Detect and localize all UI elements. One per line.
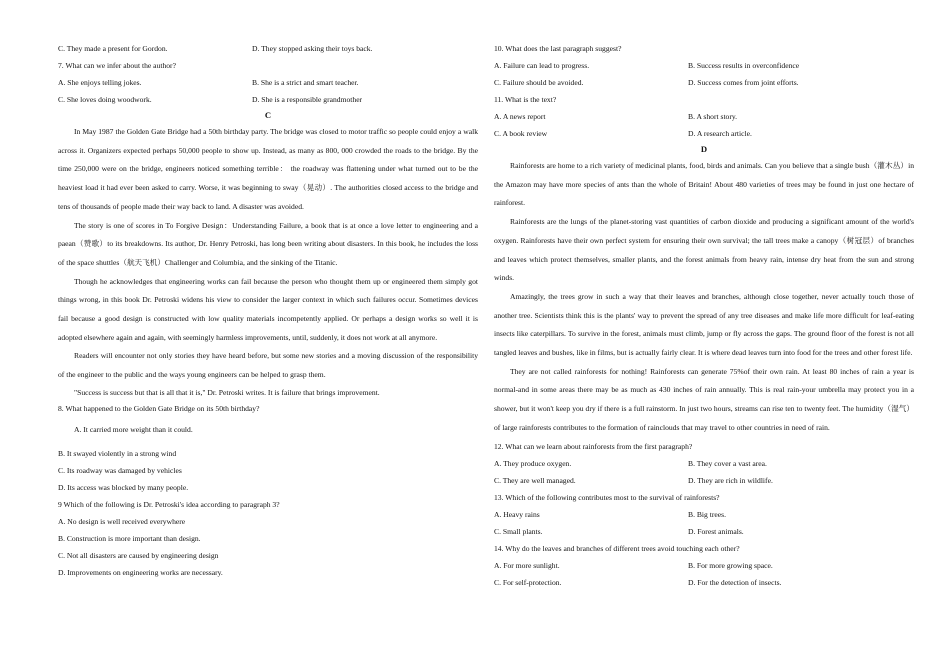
q10-option-b: B. Success results in overconfidence (688, 61, 800, 70)
passage-c-paragraph-5: "Success is success but that is all that it is," Dr. Petroski writes. It is failure that brings improvement. (74, 387, 380, 397)
q6-options-row-cd (58, 40, 478, 57)
q11-option-c: C. A book review (494, 129, 548, 138)
q8-option-c: C. Its roadway was damaged by vehicles (58, 465, 182, 475)
passage-d-paragraph-3: Amazingly, the trees grow in such a way that their leaves and branches, although close together, never actually touch those of another tree. Scientists think this is the plants' way to prevent the spread of any tree diseases and make life more difficult for leaf-eating insects like caterpillars. To survive in the forest, animals must climb, jump or fly across the gaps. The ground floor of the forest is not all tangled leaves and bushes, like in films, but is actually fairly clear. It is where dead leaves turn into food for the trees and other forest life. (494, 291, 914, 358)
q14-option-d: D. For the detection of insects. (688, 577, 782, 587)
q7-option-d: D. She is a responsible grandmother (252, 95, 363, 104)
q6-option-d: D. They stopped asking their toys back. (252, 44, 373, 53)
q11-options-row-cd (494, 125, 914, 142)
q13-option-c: C. Small plants. (494, 526, 543, 536)
q8-option-a: A. It carried more weight than it could. (74, 424, 193, 434)
q14-options-row-ab (494, 557, 914, 574)
q10-option-c: C. Failure should be avoided. (494, 78, 584, 87)
q12-option-b: B. They cover a vast area. (688, 458, 767, 468)
passage-c-title: C (264, 110, 272, 120)
q6-option-c: C. They made a present for Gordon. (58, 44, 168, 53)
q11-option-b: B. A short story. (688, 112, 738, 121)
passage-c-paragraph-2: The story is one of scores in To Forgive Design：Understanding Failure, a book that is at once a love letter to engineering and a paean（赞歌）to its breakdowns. Its author, Dr. Henry Petroski, has long been writing about disasters. In this book, he includes the loss of the space shuttles（航天飞机）Challenger and Columbia, and the sinking of the Titanic. (58, 220, 478, 267)
q11-stem: 11. What is the text? (494, 95, 557, 104)
left-column (58, 40, 478, 581)
q7-options-row-cd (58, 91, 478, 108)
q11-option-a: A. A news report (494, 112, 546, 121)
q13-option-a: A. Heavy rains (494, 509, 540, 519)
q12-option-c: C. They are well managed. (494, 475, 576, 485)
passage-d-paragraph-4: They are not called rainforests for nothing! Rainforests can generate 75%of their own rain. At least 80 inches of rain a year is normal-and in some areas there may be as much as 430 inches of rain annually. This is real rain-your umbrella may protect you in a shower, but it won't keep you dry if there is a full rainstorm. In just two hours, streams can rise ten to twenty feet. The humidity（湿气）of large rainforests contributes to the formation of rainclouds that may travel to other countries in need of rain. (494, 366, 914, 432)
q8-option-b: B. It swayed violently in a strong wind (58, 448, 177, 458)
q10-stem: 10. What does the last paragraph suggest? (494, 44, 622, 53)
q12-options-row-cd (494, 472, 914, 489)
q7-option-b: B. She is a strict and smart teacher. (252, 78, 359, 87)
passage-c-paragraph-1: In May 1987 the Golden Gate Bridge had a 50th birthday party. The bridge was closed to motor traffic so people could enjoy a walk across it. Organizers expected perhaps 50,000 people to show up. Instead, as many as 800, 000 crowded the roads to the bridge. By the time 250,000 were on the bridge, engineers noticed something terrible： the roadway was flattening under what turned out to be the heaviest load it had ever been asked to carry. Worse, it was beginning to sway（晃动）. The authorities closed access to the bridge and tens of thousands of people made their way back to land. A disaster was avoided. (58, 127, 478, 211)
q8-stem: 8. What happened to the Golden Gate Bridge on its 50th birthday? (58, 403, 260, 413)
q13-options-row-cd (494, 523, 914, 540)
q12-option-d: D. They are rich in wildlife. (688, 475, 773, 485)
q10-option-a: A. Failure can lead to progress. (494, 61, 590, 70)
q14-option-b: B. For more growing space. (688, 560, 773, 570)
passage-c-paragraph-4: Readers will encounter not only stories they have heard before, but some new stories and a moving discussion of the responsibility of the engineer to the public and the ways young engineers can be helped to grasp them. (58, 351, 478, 380)
q9-stem: 9 Which of the following is Dr. Petroski's idea according to paragraph 3? (58, 499, 280, 509)
passage-c-paragraph-3: Though he acknowledges that engineering works can fail because the person who thought them up or engineered them simply got things wrong, in this book Dr. Petroski widens his view to consider the larger context in which such failures occur. Sometimes devices fail because a good design is constructed with low quality materials incompetently applied. Or perhaps a design works so well it is adopted elsewhere again and again, with seemingly harmless improvements, until, suddenly, it does not work at all anymore. (58, 276, 478, 342)
q7-option-a: A. She enjoys telling jokes. (58, 78, 142, 87)
q9-option-c: C. Not all disasters are caused by engineering design (58, 550, 219, 560)
q12-option-a: A. They produce oxygen. (494, 458, 572, 468)
q9-option-a: A. No design is well received everywhere (58, 516, 186, 526)
q9-option-b: B. Construction is more important than design. (58, 533, 201, 543)
q12-stem: 12. What can we learn about rainforests from the first paragraph? (494, 441, 693, 451)
q7-option-c: C. She loves doing woodwork. (58, 95, 152, 104)
passage-d-title: D (700, 144, 708, 154)
q10-options-row-cd (494, 74, 914, 91)
q7-stem: 7. What can we infer about the author? (58, 61, 176, 70)
q11-option-d: D. A research article. (688, 129, 752, 138)
right-column (494, 40, 914, 591)
passage-d-paragraph-2: Rainforests are the lungs of the planet-storing vast quantities of carbon dioxide and producing a significant amount of the world's oxygen. Rainforests have their own perfect system for ensuring their own survival; the tall trees make a canopy（树冠层）of branches and leaves which protect themselves, smaller plants, and the forest animals from heavy rain, intense dry heat from the sun and strong winds. (494, 217, 914, 283)
q7-options-row-ab (58, 74, 478, 91)
passage-d-paragraph-1: Rainforests are home to a rich variety of medicinal plants, food, birds and animals. Can you believe that a single bush（灌木丛）in the Amazon may have more species of ants than the whole of Britain! About 480 varieties of trees may be found in just one hectare of rainforest. (494, 161, 914, 208)
q13-stem: 13. Which of the following contributes most to the survival of rainforests? (494, 492, 720, 502)
q14-stem: 14. Why do the leaves and branches of different trees avoid touching each other? (494, 543, 740, 553)
q9-option-d: D. Improvements on engineering works are necessary. (58, 567, 223, 577)
q10-option-d: D. Success comes from joint efforts. (688, 78, 799, 87)
q13-options-row-ab (494, 506, 914, 523)
q11-options-row-ab (494, 108, 914, 125)
q14-option-c: C. For self-protection. (494, 577, 562, 587)
q8-option-d: D. Its access was blocked by many people. (58, 482, 189, 492)
q12-options-row-ab (494, 455, 914, 472)
q13-option-b: B. Big trees. (688, 509, 726, 519)
q10-options-row-ab (494, 57, 914, 74)
q13-option-d: D. Forest animals. (688, 526, 744, 536)
q14-options-row-cd (494, 574, 914, 591)
q14-option-a: A. For more sunlight. (494, 560, 560, 570)
